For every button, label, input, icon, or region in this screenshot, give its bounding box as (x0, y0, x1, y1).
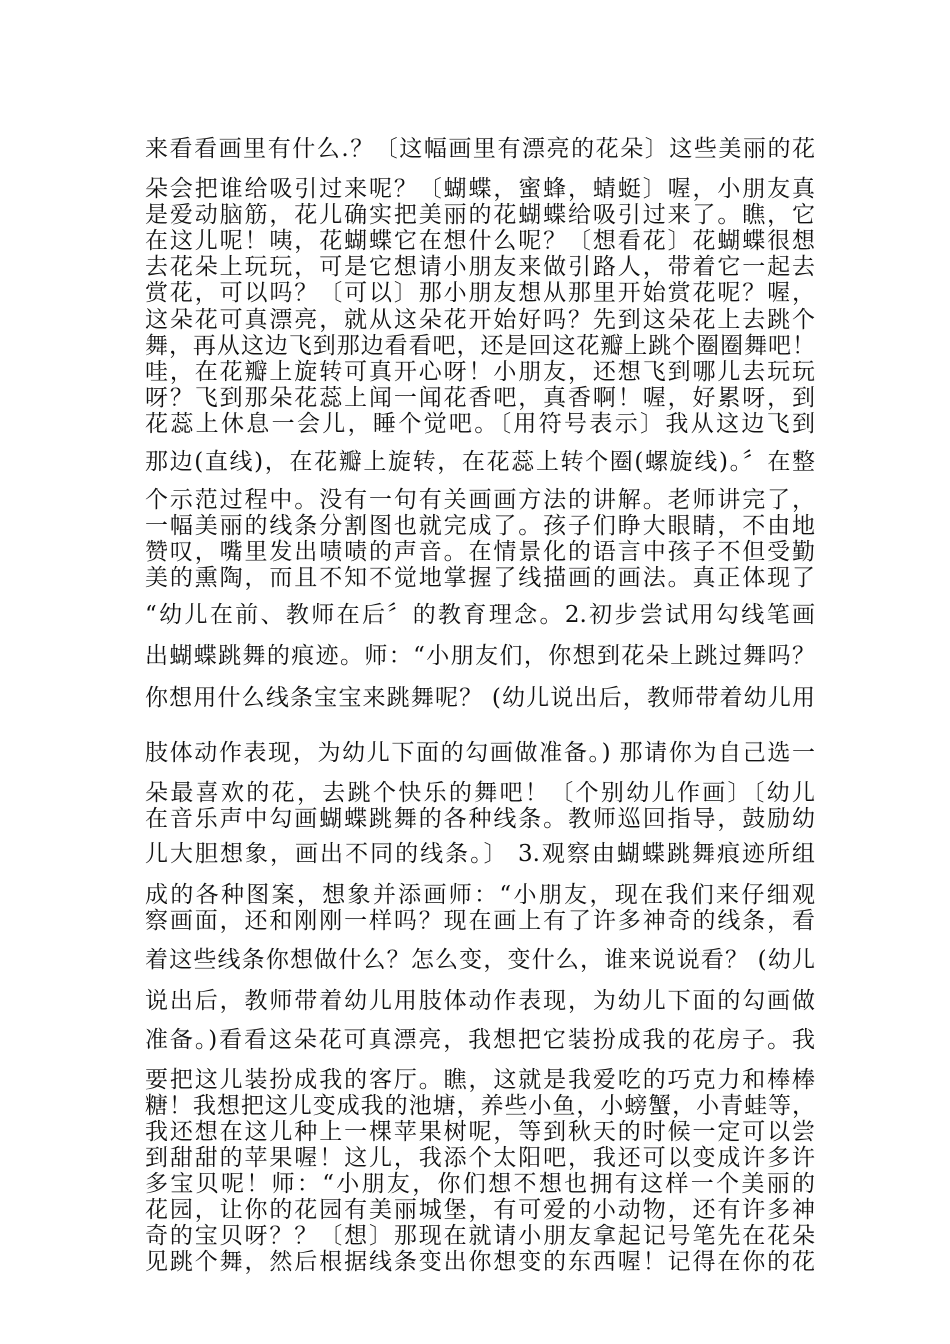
text-line: 花园，让你的花园有美丽城堡，有可爱的小动物，还有许多神 (145, 1197, 815, 1223)
text-line: 儿大胆想象，画出不同的线条。〕 3.观察由蝴蝶跳舞痕迹所组 (145, 841, 815, 867)
text-line: 哇，在花瓣上旋转可真开心呀！小朋友，还想飞到哪儿去玩玩 (145, 359, 815, 385)
text-line: 朵最喜欢的花，去跳个快乐的舞吧！〔个别幼儿作画〕〔幼儿 (145, 780, 815, 806)
text-line: 美的熏陶，而且不知不觉地掌握了线描画的画法。真正体现了 (145, 565, 815, 591)
text-line: 来看看画里有什么.？〔这幅画里有漂亮的花朵〕这些美丽的花 (145, 136, 815, 162)
text-line: 准备。)看看这朵花可真漂亮，我想把它装扮成我的花房子。我 (145, 1027, 815, 1053)
text-line: 花蕊上休息一会儿，睡个觉吧。〔用符号表示〕我从这边飞到 (145, 411, 815, 437)
text-line: 赏花，可以吗？〔可以〕那小朋友想从那里开始赏花呢？喔， (145, 280, 815, 306)
text-line: 那边(直线)，在花瓣上旋转，在花蕊上转个圈(螺旋线)。〞在整 (145, 449, 815, 475)
text-line: 察画面，还和刚刚一样吗？现在画上有了许多神奇的线条，看 (145, 908, 815, 934)
text-line: 这朵花可真漂亮，就从这朵花开始好吗？先到这朵花上去跳个 (145, 307, 815, 333)
text-line: 在这儿呢！咦，花蝴蝶它在想什么呢？〔想看花〕花蝴蝶很想 (145, 228, 815, 254)
text-line: 着这些线条你想做什么？怎么变，变什么，谁来说说看？ (幼儿 (145, 947, 815, 973)
text-line: 说出后，教师带着幼儿用肢体动作表现，为幼儿下面的勾画做 (145, 988, 815, 1014)
text-line: 去花朵上玩玩，可是它想请小朋友来做引路人，带着它一起去 (145, 254, 815, 280)
text-line: “幼儿在前、教师在后〞的教育理念。2.初步尝试用勾线笔画 (145, 602, 815, 628)
text-line: 你想用什么线条宝宝来跳舞呢？ (幼儿说出后，教师带着幼儿用 (145, 685, 815, 711)
text-line: 舞，再从这边飞到那边看看吧，还是回这花瓣上跳个圈圈舞吧！ (145, 333, 815, 359)
text-line: 到甜甜的苹果喔！这儿，我添个太阳吧，我还可以变成许多许 (145, 1145, 815, 1171)
text-line: 出蝴蝶跳舞的痕迹。师：“小朋友们，你想到花朵上跳过舞吗？ (145, 643, 815, 669)
text-line: 奇的宝贝呀？？〔想〕那现在就请小朋友拿起记号笔先在花朵 (145, 1223, 815, 1249)
text-line: 见跳个舞，然后根据线条变出你想变的东西喔！记得在你的花 (145, 1249, 815, 1275)
text-line: 朵会把谁给吸引过来呢？〔蝴蝶，蜜蜂，蜻蜓〕喔，小朋友真 (145, 176, 815, 202)
text-line: 糖！我想把这儿变成我的池塘，养些小鱼，小螃蟹，小青蛙等， (145, 1093, 815, 1119)
text-line: 呀？飞到那朵花蕊上闻一闻花香吧，真香啊！喔，好累呀，到 (145, 385, 815, 411)
text-line: 是爱动脑筋，花儿确实把美丽的花蝴蝶给吸引过来了。瞧，它 (145, 202, 815, 228)
text-line: 赞叹，嘴里发出啧啧的声音。在情景化的语言中孩子不但受勤 (145, 539, 815, 565)
text-line: 一幅美丽的线条分割图也就完成了。孩子们睁大眼睛，不由地 (145, 513, 815, 539)
text-line: 多宝贝呢！师：“小朋友，你们想不想也拥有这样一个美丽的 (145, 1171, 815, 1197)
text-line: 个示范过程中。没有一句有关画画方法的讲解。老师讲完了， (145, 487, 815, 513)
text-line: 我还想在这儿种上一棵苹果树呢，等到秋天的时候一定可以尝 (145, 1119, 815, 1145)
text-line: 成的各种图案，想象并添画师：“小朋友，现在我们来仔细观 (145, 882, 815, 908)
text-line: 肢体动作表现，为幼儿下面的勾画做准备。) 那请你为自己选一 (145, 740, 815, 766)
text-line: 要把这儿装扮成我的客厅。瞧，这就是我爱吃的巧克力和棒棒 (145, 1067, 815, 1093)
text-line: 在音乐声中勾画蝴蝶跳舞的各种线条。教师巡回指导，鼓励幼 (145, 806, 815, 832)
